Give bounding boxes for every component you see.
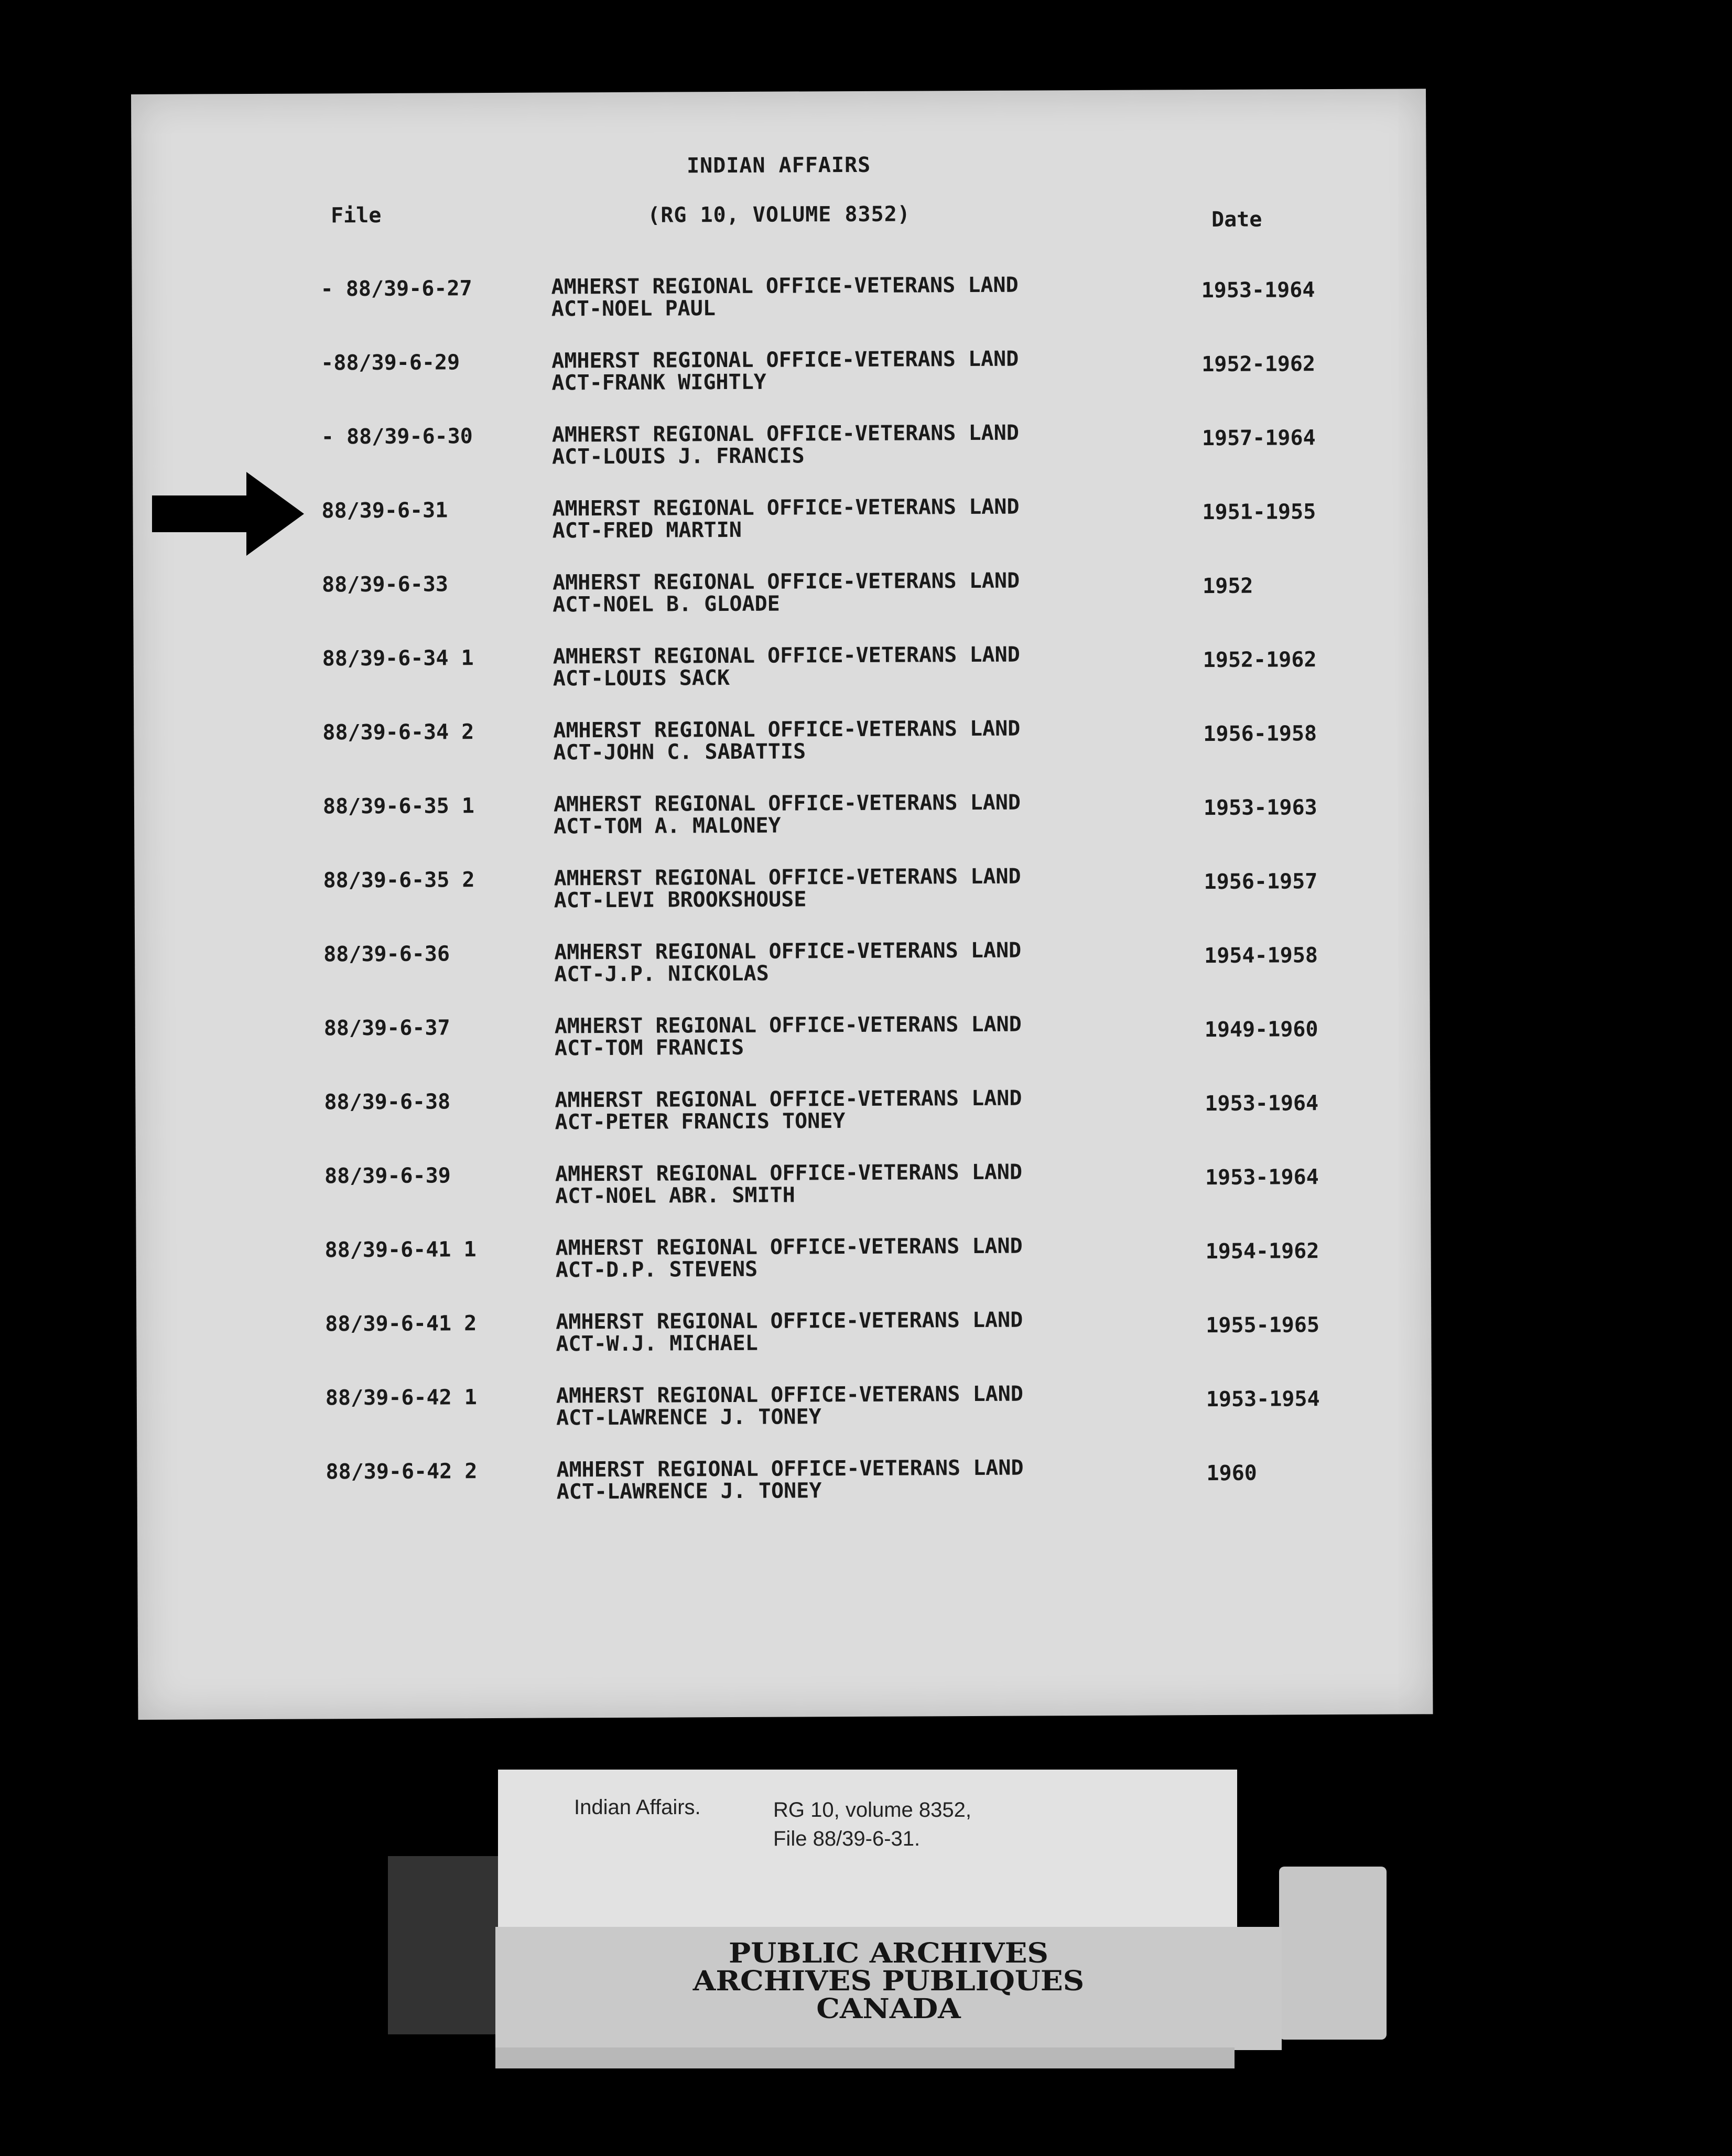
file-date: 1956-1957 <box>1204 869 1318 894</box>
file-description: AMHERST REGIONAL OFFICE-VETERANS LAND ACT-D.P. STEVENS <box>555 1234 1023 1282</box>
stamp-line-1: PUBLIC ARCHIVES <box>729 1937 1048 1969</box>
file-number: 88/39-6-33 <box>321 572 449 597</box>
file-date: 1953-1964 <box>1205 1091 1319 1116</box>
list-item <box>134 790 1430 869</box>
list-item <box>135 1011 1431 1091</box>
list-item <box>134 716 1429 795</box>
file-number: 88/39-6-39 <box>324 1163 451 1189</box>
file-description: AMHERST REGIONAL OFFICE-VETERANS LAND ACT-LOUIS SACK <box>553 642 1020 691</box>
file-description: AMHERST REGIONAL OFFICE-VETERANS LAND ACT-TOM A. MALONEY <box>553 790 1021 839</box>
file-date: 1954-1962 <box>1205 1239 1319 1264</box>
file-number: 88/39-6-41 2 <box>325 1311 477 1336</box>
archive-label-card <box>498 1770 1237 1943</box>
file-description: AMHERST REGIONAL OFFICE-VETERANS LAND ACT-LOUIS J. FRANCIS <box>551 421 1019 469</box>
arrow-right-icon <box>152 472 304 556</box>
file-date: 1951-1955 <box>1202 500 1316 525</box>
file-date: 1949-1960 <box>1204 1017 1318 1042</box>
file-number: -88/39-6-29 <box>321 350 460 375</box>
list-item <box>135 937 1430 1017</box>
file-number: 88/39-6-35 1 <box>322 794 475 819</box>
file-description: AMHERST REGIONAL OFFICE-VETERANS LAND ACT-NOEL B. GLOADE <box>552 568 1020 617</box>
date-column-header: Date <box>1211 207 1262 232</box>
file-number: 88/39-6-42 1 <box>325 1385 477 1410</box>
file-number: 88/39-6-31 <box>321 498 448 523</box>
list-item <box>133 494 1428 574</box>
file-description: AMHERST REGIONAL OFFICE-VETERANS LAND ACT-FRED MARTIN <box>552 494 1020 543</box>
file-description: AMHERST REGIONAL OFFICE-VETERANS LAND ACT-NOEL ABR. SMITH <box>555 1160 1023 1209</box>
file-date: 1953-1963 <box>1203 795 1317 821</box>
file-number: 88/39-6-41 1 <box>324 1237 477 1263</box>
list-item <box>134 864 1430 943</box>
file-description: AMHERST REGIONAL OFFICE-VETERANS LAND ACT-FRANK WIGHTLY <box>551 347 1019 395</box>
list-item <box>137 1455 1432 1535</box>
file-number: 88/39-6-34 2 <box>322 720 474 745</box>
card-volume: RG 10, volume 8352, <box>773 1798 971 1821</box>
file-number: 88/39-6-38 <box>324 1090 451 1115</box>
file-description: AMHERST REGIONAL OFFICE-VETERANS LAND ACT-J.P. NICKOLAS <box>554 938 1022 987</box>
file-date: 1960 <box>1206 1461 1257 1486</box>
file-date: 1953-1954 <box>1206 1387 1320 1412</box>
list-item <box>135 1085 1431 1165</box>
file-number: 88/39-6-34 1 <box>322 646 474 671</box>
file-description: AMHERST REGIONAL OFFICE-VETERANS LAND ACT-JOHN C. SABATTIS <box>553 716 1021 765</box>
file-description: AMHERST REGIONAL OFFICE-VETERANS LAND ACT-NOEL PAUL <box>551 273 1019 321</box>
file-column-header: File <box>330 203 382 228</box>
stamp-line-2: ARCHIVES PUBLIQUES <box>692 1965 1085 1997</box>
list-item <box>136 1233 1432 1313</box>
file-date: 1954-1958 <box>1204 943 1318 968</box>
file-number: 88/39-6-42 2 <box>326 1459 478 1484</box>
list-item <box>134 642 1429 721</box>
file-date: 1955-1965 <box>1206 1313 1320 1338</box>
file-description: AMHERST REGIONAL OFFICE-VETERANS LAND ACT-LEVI BROOKSHOUSE <box>554 864 1021 913</box>
file-number: 88/39-6-36 <box>323 942 450 967</box>
file-description: AMHERST REGIONAL OFFICE-VETERANS LAND ACT-PETER FRANCIS TONEY <box>555 1086 1022 1135</box>
file-number: 88/39-6-35 2 <box>323 868 475 893</box>
file-date: 1952-1962 <box>1203 648 1317 673</box>
card-source: Indian Affairs. <box>574 1796 701 1819</box>
list-item <box>137 1381 1432 1461</box>
list-item <box>132 272 1427 352</box>
file-date: 1952-1962 <box>1201 352 1316 377</box>
file-description: AMHERST REGIONAL OFFICE-VETERANS LAND ACT-W.J. MICHAEL <box>556 1308 1023 1356</box>
list-item <box>136 1159 1431 1239</box>
file-list <box>132 272 1432 1535</box>
card-file: File 88/39-6-31. <box>773 1827 921 1850</box>
list-item <box>133 420 1428 500</box>
list-item <box>136 1307 1432 1387</box>
document-sheet <box>131 89 1433 1720</box>
list-item <box>133 568 1428 648</box>
file-description: AMHERST REGIONAL OFFICE-VETERANS LAND ACT-TOM FRANCIS <box>554 1012 1022 1061</box>
file-date: 1957-1964 <box>1201 426 1316 451</box>
file-description: AMHERST REGIONAL OFFICE-VETERANS LAND ACT-LAWRENCE J. TONEY <box>556 1456 1024 1504</box>
document-title: INDIAN AFFAIRS <box>686 153 871 178</box>
file-date: 1953-1964 <box>1201 278 1315 303</box>
document-subtitle: (RG 10, VOLUME 8352) <box>647 202 911 228</box>
file-number: - 88/39-6-30 <box>321 424 473 449</box>
file-date: 1953-1964 <box>1205 1165 1319 1190</box>
file-date: 1952 <box>1203 574 1253 599</box>
stamp-line-3: CANADA <box>816 1993 961 2025</box>
file-number: - 88/39-6-27 <box>320 276 472 301</box>
file-number: 88/39-6-37 <box>323 1016 450 1041</box>
list-item <box>132 346 1427 426</box>
stamp-bottom-edge <box>495 2047 1235 2068</box>
file-date: 1956-1958 <box>1203 721 1317 747</box>
file-description: AMHERST REGIONAL OFFICE-VETERANS LAND ACT-LAWRENCE J. TONEY <box>556 1382 1023 1430</box>
